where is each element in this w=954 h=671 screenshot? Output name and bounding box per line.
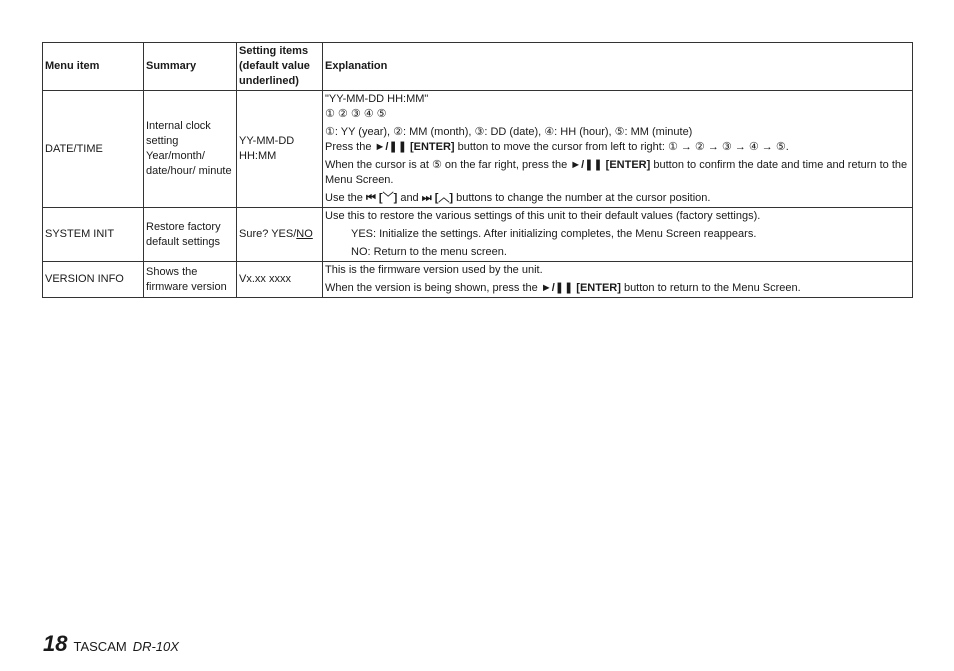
page-footer	[43, 631, 179, 657]
summary-date-time	[144, 91, 237, 208]
text: button to confirm the date and time and return to the Menu Screen.	[325, 159, 908, 186]
explanation-format: "YY-MM-DD HH:MM"	[325, 93, 429, 105]
setting-date-time: YY-MM-DD HH:MM	[237, 91, 323, 208]
table-row	[43, 91, 913, 208]
header-summary: Summary	[144, 43, 237, 91]
explanation-firmware: This is the firmware version used by the unit.	[325, 264, 543, 276]
summary-date-time-line1: Internal clock setting	[146, 120, 211, 147]
header-explanation: Explanation	[323, 43, 913, 91]
explanation-return	[325, 281, 910, 296]
explanation-restore: Use this to restore the various settings of this unit to their default values (factory settings).	[325, 210, 761, 222]
summary-date-time-line2: Year/month/ date/hour/ minute	[146, 150, 232, 177]
prev-button-ref: ⏮ [﹀]	[365, 192, 398, 204]
table-row	[43, 208, 913, 262]
enter-button-ref: ►/❚❚ [ENTER]	[570, 159, 651, 171]
explanation-confirm	[325, 158, 910, 188]
enter-button-ref: ►/❚❚ [ENTER]	[374, 141, 455, 153]
summary-version-info: Shows the firmware version	[144, 262, 237, 298]
text: Use the	[325, 192, 366, 204]
explanation-yes: YES: Initialize the settings. After initializing completes, the Menu Screen reappears.	[351, 228, 757, 240]
text: When the version is being shown, press the	[325, 282, 541, 294]
setting-system-init	[237, 208, 323, 262]
explanation-change-number	[325, 191, 910, 206]
header-setting-items-line3: underlined)	[239, 75, 299, 87]
menu-item-version-info: VERSION INFO	[43, 262, 144, 298]
explanation-field-numbers: ① ② ③ ④ ⑤	[325, 108, 387, 120]
explanation-system-init	[323, 208, 913, 262]
settings-table	[42, 42, 913, 298]
text: button to move the cursor from left to right: ① → ② → ③ → ④ → ⑤.	[454, 141, 789, 153]
text: Press the	[325, 141, 375, 153]
explanation-field-legend: ①: YY (year), ②: MM (month), ③: DD (date), ④: HH (hour), ⑤: MM (minute)	[325, 126, 693, 138]
header-setting-items-line1: Setting items	[239, 45, 309, 57]
explanation-cursor-move	[325, 140, 910, 155]
header-setting-items	[237, 43, 323, 91]
text: buttons to change the number at the cursor position.	[453, 192, 711, 204]
text: button to return to the Menu Screen.	[620, 282, 801, 294]
summary-system-init: Restore factory default settings	[144, 208, 237, 262]
explanation-no: NO: Return to the menu screen.	[351, 246, 507, 258]
explanation-date-time	[323, 91, 913, 208]
setting-version-info: Vx.xx xxxx	[237, 262, 323, 298]
text: and	[397, 192, 422, 204]
model-name: DR-10X	[132, 639, 179, 654]
next-button-ref: ⏭ [︿]	[421, 192, 454, 204]
table-header-row	[43, 43, 913, 91]
header-setting-items-line2: (default value	[239, 60, 310, 72]
explanation-version-info	[323, 262, 913, 298]
menu-item-system-init: SYSTEM INIT	[43, 208, 144, 262]
default-value: NO	[296, 228, 313, 240]
brand-name: TASCAM	[73, 639, 127, 654]
page-number: 18	[43, 631, 68, 656]
text: When the cursor is at ⑤ on the far right, press the	[325, 159, 571, 171]
table-row	[43, 262, 913, 298]
text: Sure? YES/	[239, 228, 297, 240]
header-menu-item: Menu item	[43, 43, 144, 91]
enter-button-ref: ►/❚❚ [ENTER]	[540, 282, 621, 294]
menu-item-date-time: DATE/TIME	[43, 91, 144, 208]
